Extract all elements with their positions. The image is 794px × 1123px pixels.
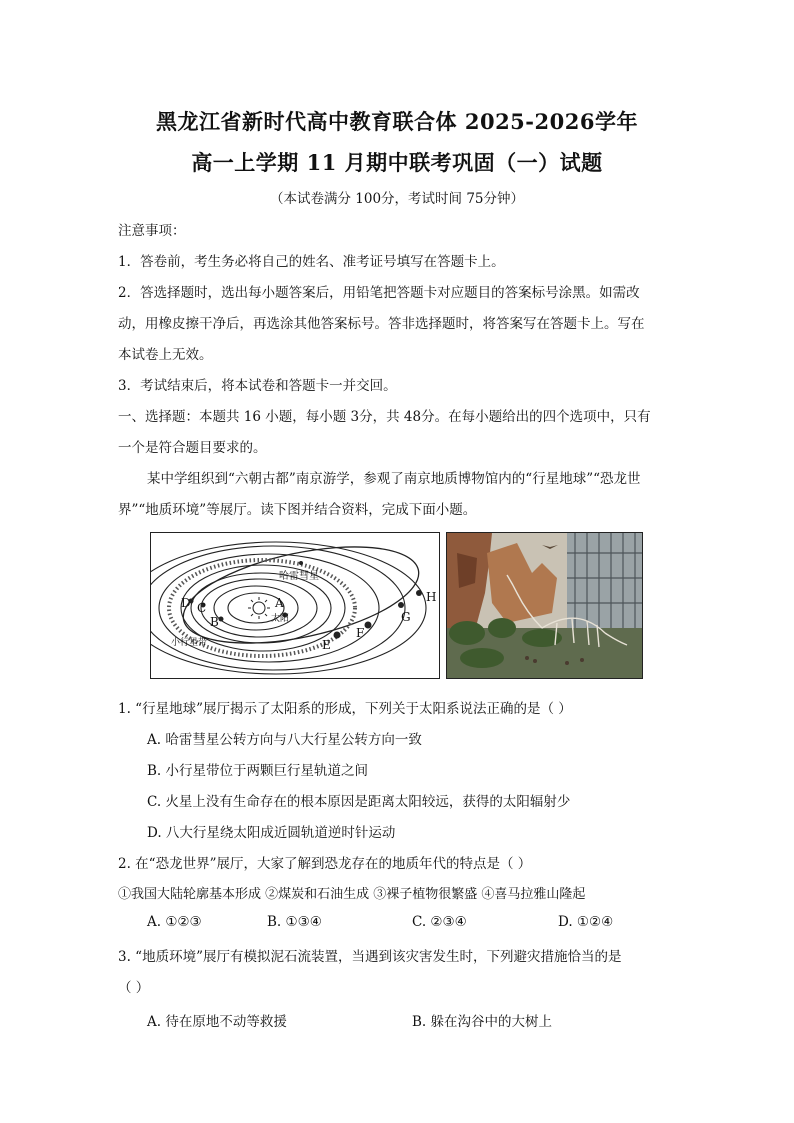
intro-line2: 界”“地质环境”等展厅。读下图并结合资料，完成下面小题。 <box>118 502 477 518</box>
label-C: C <box>197 601 207 615</box>
label-halley: 哈雷彗星 <box>279 571 319 582</box>
question-2-option-c[interactable]: C. ②③④ <box>412 914 467 930</box>
question-1-option-b[interactable]: B. 小行星带位于两颗巨行星轨道之间 <box>147 763 369 779</box>
section-heading-line2: 一个是符合题目要求的。 <box>118 440 267 456</box>
question-2-option-b[interactable]: B. ①③④ <box>267 914 322 930</box>
question-1-option-c[interactable]: C. 火星上没有生命存在的根本原因是距离太阳较远，获得的太阳辐射少 <box>147 794 571 810</box>
note-item-2-line1: 2．答选择题时，选出每小题答案后，用铅笔把答题卡对应题目的答案标号涂黑。如需改 <box>118 285 640 301</box>
question-3-option-a[interactable]: A. 待在原地不动等救援 <box>147 1014 287 1030</box>
question-1-stem: 1. “行星地球”展厅揭示了太阳系的形成，下列关于太阳系说法正确的是（ ） <box>118 701 572 717</box>
question-1-option-d[interactable]: D. 八大行星绕太阳成近圆轨道逆时针运动 <box>147 825 396 841</box>
note-item-3: 3．考试结束后，将本试卷和答题卡一并交回。 <box>118 378 397 394</box>
question-2-option-d[interactable]: D. ①②④ <box>558 914 614 930</box>
question-3-stem: 3. “地质环境”展厅有模拟泥石流装置，当遇到该灾害发生时，下列避灾措施恰当的是 <box>118 949 622 965</box>
exam-subtitle: （本试卷满分 100分，考试时间 75分钟） <box>269 191 525 207</box>
solar-system-diagram <box>150 532 440 679</box>
question-2-stem: 2. 在“恐龙世界”展厅，大家了解到恐龙存在的地质年代的特点是（ ） <box>118 856 532 872</box>
label-D: D <box>181 596 191 610</box>
question-2-statements: ①我国大陆轮廓基本形成 ②煤炭和石油生成 ③裸子植物很繁盛 ④喜马拉雅山隆起 <box>118 887 586 902</box>
dinosaur-hall-svg <box>447 533 642 678</box>
question-1-option-a[interactable]: A. 哈雷彗星公转方向与八大行星公转方向一致 <box>147 732 422 748</box>
label-H: H <box>426 590 437 604</box>
note-item-2-line2: 动，用橡皮擦干净后，再选涂其他答案标号。答非选择题时，将答案写在答题卡上。写在 <box>118 316 645 332</box>
label-B: B <box>210 615 219 629</box>
label-F: F <box>356 626 365 640</box>
label-sun: 太阳 <box>271 614 290 624</box>
note-item-1: 1．答卷前，考生务必将自己的姓名、准考证号填写在答题卡上。 <box>118 254 505 270</box>
label-A: A <box>275 596 284 610</box>
dinosaur-hall-photo <box>446 532 643 679</box>
question-3-stem-cont: （ ） <box>118 980 150 996</box>
exam-title-line2: 高一上学期 11 月期中联考巩固（一）试题 <box>191 150 603 175</box>
solar-system-svg <box>151 533 439 678</box>
label-E: E <box>322 638 331 652</box>
note-item-2-line3: 本试卷上无效。 <box>118 347 213 363</box>
label-G: G <box>401 610 411 624</box>
question-3-option-b[interactable]: B. 躲在沟谷中的大树上 <box>412 1014 553 1030</box>
exam-title-line1: 黑龙江省新时代高中教育联合体 2025-2026学年 <box>156 109 638 134</box>
notes-heading: 注意事项： <box>118 223 186 239</box>
question-2-option-a[interactable]: A. ①②③ <box>147 914 202 930</box>
label-asteroid-belt: 小行星带 <box>171 638 208 648</box>
section-heading-line1: 一、选择题：本题共 16 小题，每小题 3分，共 48分。在每小题给出的四个选项中，只有 <box>118 409 651 425</box>
intro-line1: 某中学组织到“六朝古都”南京游学，参观了南京地质博物馆内的“行星地球”“恐龙世 <box>147 471 641 487</box>
